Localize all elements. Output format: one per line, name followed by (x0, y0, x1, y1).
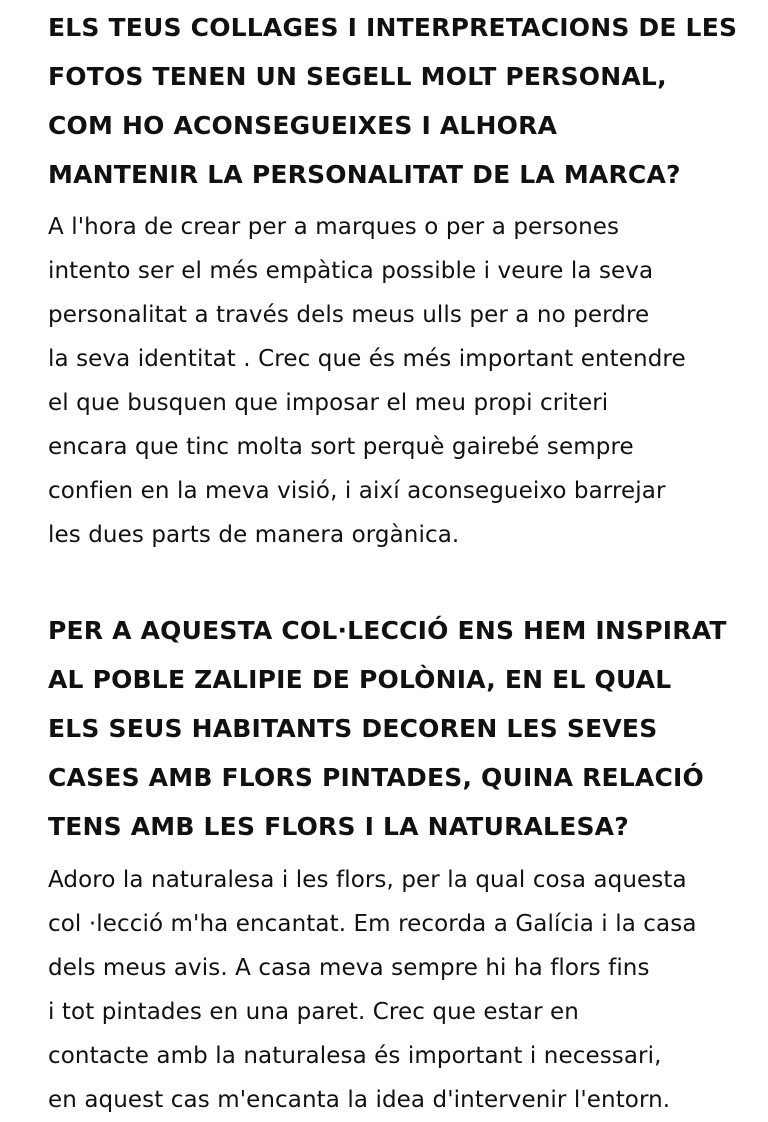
question-1 (48, 3, 737, 199)
question-1-line: FOTOS TENEN UN SEGELL MOLT PERSONAL, (48, 62, 667, 91)
question-2-line: TENS AMB LES FLORS I LA NATURALESA? (48, 812, 629, 841)
question-1-line: MANTENIR LA PERSONALITAT DE LA MARCA? (48, 160, 681, 189)
question-2-line: ELS SEUS HABITANTS DECOREN LES SEVES (48, 714, 658, 743)
answer-1-line: personalitat a través dels meus ulls per a no perdre (48, 302, 650, 328)
answer-2 (48, 858, 697, 1122)
answer-1-line: encara que tinc molta sort perquè gairebé sempre (48, 434, 634, 460)
question-1-line: ELS TEUS COLLAGES I INTERPRETACIONS DE LES (48, 13, 738, 42)
answer-1-line: la seva identitat . Crec que és més important entendre (48, 346, 686, 372)
answer-2-line: i tot pintades en una paret. Crec que estar en (48, 999, 579, 1025)
question-2-line: PER A AQUESTA COL·LECCIÓ ENS HEM INSPIRAT (48, 616, 727, 645)
answer-2-line: en aquest cas m'encanta la idea d'intervenir l'entorn. (48, 1087, 671, 1113)
answer-1-line: el que busquen que imposar el meu propi criteri (48, 390, 609, 416)
question-2-line: AL POBLE ZALIPIE DE POLÒNIA, EN EL QUAL (48, 665, 672, 694)
answer-2-line: contacte amb la naturalesa és important i necessari, (48, 1043, 662, 1069)
answer-2-line: col ·lecció m'ha encantat. Em recorda a Galícia i la casa (48, 911, 697, 937)
answer-2-line: Adoro la naturalesa i les flors, per la qual cosa aquesta (48, 867, 687, 893)
question-2 (48, 606, 727, 851)
answer-1-line: A l'hora de crear per a marques o per a persones (48, 214, 620, 240)
answer-2-line: dels meus avis. A casa meva sempre hi ha flors fins (48, 955, 650, 981)
question-2-line: CASES AMB FLORS PINTADES, QUINA RELACIÓ (48, 763, 704, 792)
answer-1 (48, 205, 686, 557)
answer-1-line: les dues parts de manera orgànica. (48, 522, 460, 548)
question-1-line: COM HO ACONSEGUEIXES I ALHORA (48, 111, 558, 140)
answer-1-line: confien en la meva visió, i així aconsegueixo barrejar (48, 478, 666, 504)
answer-1-line: intento ser el més empàtica possible i veure la seva (48, 258, 654, 284)
